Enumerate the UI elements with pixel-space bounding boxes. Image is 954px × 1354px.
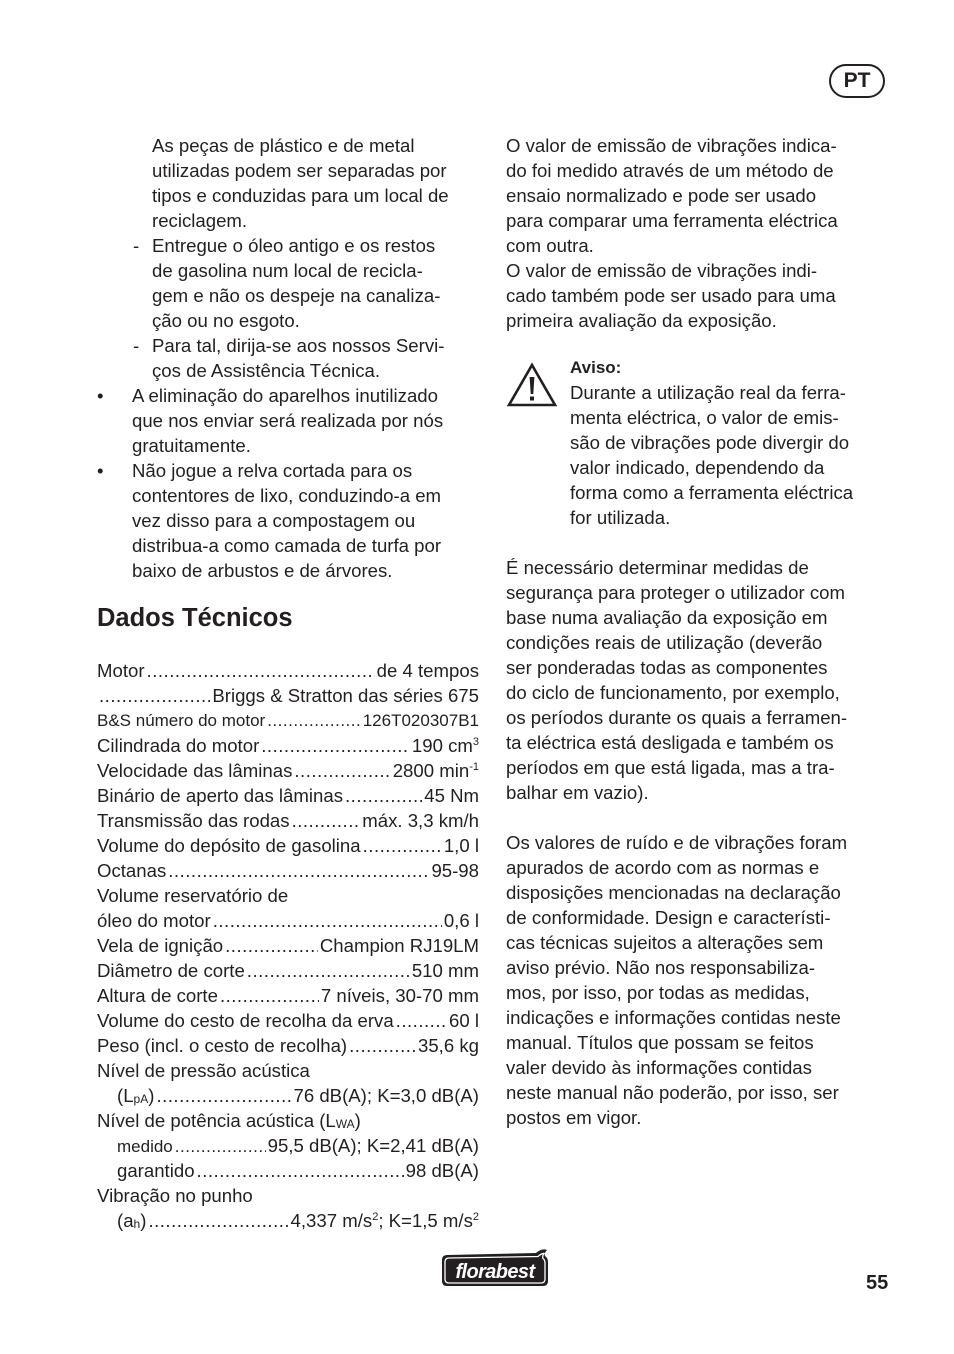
bullet-marker: • [97,460,104,481]
spec-value: de 4 tempos [376,660,479,681]
spec-value: máx. 3,3 km/h [362,810,479,831]
list-line: Entregue o óleo antigo e os restos [152,235,436,256]
list-line: baixo de arbustos e de árvores. [132,560,393,581]
spec-row [97,783,479,808]
warning-text: Aviso: Durante a utilização real da ferra- menta eléctrica, o valor de emis- são de vibrações pode divergir do valor indicado, dependendo da forma como a ferramenta eléctrica for utilizada. [570,355,894,530]
list-line: ços de Assistência Técnica. [152,360,381,381]
spec-row [97,1183,479,1208]
spec-label: medido [117,1137,173,1156]
dot-leader [247,958,410,983]
spec-label: Vibração no punho [97,1185,253,1206]
bullet-list-item [97,458,479,583]
spec-value: 60 l [449,1010,479,1031]
spec-row [97,908,479,933]
spec-label: Velocidade das lâminas [97,760,293,781]
spec-row [97,758,479,783]
spec-row [97,983,479,1008]
spec-value: 1,0 l [443,835,479,856]
dash-list-item [97,233,479,333]
spec-label: Volume do cesto de recolha da erva [97,1010,394,1031]
spec-row [97,883,479,908]
spec-row [97,833,479,858]
section-title: Dados Técnicos [97,604,293,632]
list-line: gratuitamente. [132,435,251,456]
spec-row [97,1008,479,1033]
paragraph: O valor de emissão de vibrações indi- cado também pode ser usado para uma primeira avaliação da exposição. [506,260,836,331]
dot-leader [292,808,361,833]
spec-value: 95,5 dB(A); K=2,41 dB(A) [267,1135,479,1156]
spec-row [97,808,479,833]
spec-list [97,658,479,1233]
spec-row [97,1083,479,1108]
intro-line: reciclagem. [152,210,248,231]
spec-row [97,858,479,883]
spec-label: Peso (incl. o cesto de recolha) [97,1035,348,1056]
spec-label: B&S número do motor [97,711,266,730]
spec-label: Volume do depósito de gasolina [97,835,361,856]
spec-row [97,933,479,958]
dot-leader [261,733,410,758]
spec-value: 510 mm [411,960,479,981]
dot-leader [168,858,429,883]
spec-label: Vela de ignição [97,935,224,956]
warning-title: Aviso: [570,358,622,377]
bullet-list-item [97,383,479,458]
spec-label: (ah) [117,1210,147,1231]
warning-block [506,355,894,530]
list-line: que nos enviar será realizada por nós [132,410,444,431]
dot-leader [213,908,442,933]
left-column [97,133,479,1233]
dash-marker: - [133,335,140,356]
language-badge: PT [829,64,885,98]
spec-label: garantido [117,1160,195,1181]
dot-leader [148,1208,288,1233]
spec-label: Volume reservatório de [97,885,289,906]
spec-value: 45 Nm [424,785,479,806]
spec-value: 7 níveis, 30-70 mm [320,985,479,1006]
spec-value: 0,6 l [443,910,479,931]
dot-leader [175,1134,266,1159]
spec-value: 98 dB(A) [405,1160,479,1181]
spec-label: (LpA) [117,1085,155,1106]
paragraph: O valor de emissão de vibrações indica- do foi medido através de um método de ensaio normalizado e pode ser usado para comparar uma ferramenta eléctrica com outra. [506,135,838,256]
spec-row [97,1058,479,1083]
spec-row [97,658,479,683]
spec-value: Briggs & Stratton das séries 675 [212,685,479,706]
spec-row [97,1158,479,1183]
spec-row [97,1208,479,1233]
spec-value: 190 $cm^3$ [411,735,479,756]
spec-row [97,1133,479,1158]
right-column [506,133,894,1130]
dot-leader [345,783,422,808]
dot-leader [156,1083,291,1108]
spec-label: Binário de aperto das lâminas [97,785,343,806]
spec-label: Nível de pressão acústica [97,1060,310,1081]
list-line: Não jogue a relva cortada para os [132,460,413,481]
intro-line: tipos e conduzidas para um local de [152,185,449,206]
spec-row [97,733,479,758]
dot-leader [349,1033,416,1058]
dot-leader [294,758,390,783]
spec-label: Transmissão das rodas [97,810,290,831]
logo-text: florabest [455,1261,535,1283]
paragraph: Os valores de ruído e de vibrações foram apurados de acordo com as normas e disposições mencionadas na declaração de conformidade. Design e característi- cas técnicas sujeitos a alterações sem aviso prévio. Não nos responsabiliza- mos, por isso, por todas as medidas, indicações e informações contidas neste manual. Títulos que possam se feitos valer devido às informações contidas neste manual não poderão, por isso, ser postos em vigor. [506,832,848,1128]
dot-leader [197,1158,404,1183]
dot-leader [147,658,375,683]
list-line: de gasolina num local de recicla- [152,260,423,281]
list-line: contentores de lixo, conduzindo-a em [132,485,442,506]
spec-row [97,958,479,983]
dash-marker: - [133,235,140,256]
dot-leader [99,683,210,708]
spec-row [97,708,479,733]
spec-row [97,1108,479,1133]
dot-leader [225,933,318,958]
page-number: 55 [866,1272,889,1294]
list-line: ção ou no esgoto. [152,310,300,331]
spec-value: 126T020307B1 [362,711,479,730]
list-line: Para tal, dirija-se aos nossos Servi- [152,335,445,356]
spec-value: 95-98 [431,860,479,881]
florabest-logo [438,1246,552,1290]
spec-label: Motor [97,660,145,681]
bullet-marker: • [97,385,104,406]
spec-label: óleo do motor [97,910,211,931]
list-line: distribua-a como camada de turfa por [132,535,442,556]
list-line: vez disso para a compostagem ou [132,510,416,531]
spec-row [97,683,479,708]
paragraph: É necessário determinar medidas de segurança para proteger o utilizador com base numa avaliação da exposição em condições reais de utilização (deverão ser ponderadas todas as componentes do ciclo de funcionamento, por exemplo, os períodos durante os quais a ferramen- ta eléctrica está desligada e também os períodos em que está ligada, mas a tra- balhar em vazio). [506,557,848,803]
spec-value: 4,337 $m/s^2$; K=1,5 $m/s^2$ [290,1210,479,1231]
spec-label: Octanas [97,860,167,881]
dot-leader [267,708,361,733]
spec-value: 35,6 kg [418,1035,479,1056]
spec-label: Altura de corte [97,985,218,1006]
dot-leader [220,983,319,1008]
spec-value: 76 dB(A); K=3,0 dB(A) [293,1085,479,1106]
warning-triangle-icon [506,362,558,408]
dot-leader [363,833,442,858]
spec-label: Cilindrada do motor [97,735,260,756]
spec-label: Nível de potência acústica (LWA) [97,1110,361,1131]
spec-label: Diâmetro de corte [97,960,245,981]
dash-list-item [97,333,479,383]
list-line: gem e não os despeje na canaliza- [152,285,441,306]
intro-line: As peças de plástico e de metal [152,135,415,156]
dot-leader [396,1008,447,1033]
list-line: A eliminação do aparelhos inutilizado [132,385,438,406]
spec-value: Champion RJ19LM [319,935,479,956]
spec-value: 2800 $\min^{-1}$ [392,760,479,781]
spec-row [97,1033,479,1058]
intro-line: utilizadas podem ser separadas por [152,160,447,181]
